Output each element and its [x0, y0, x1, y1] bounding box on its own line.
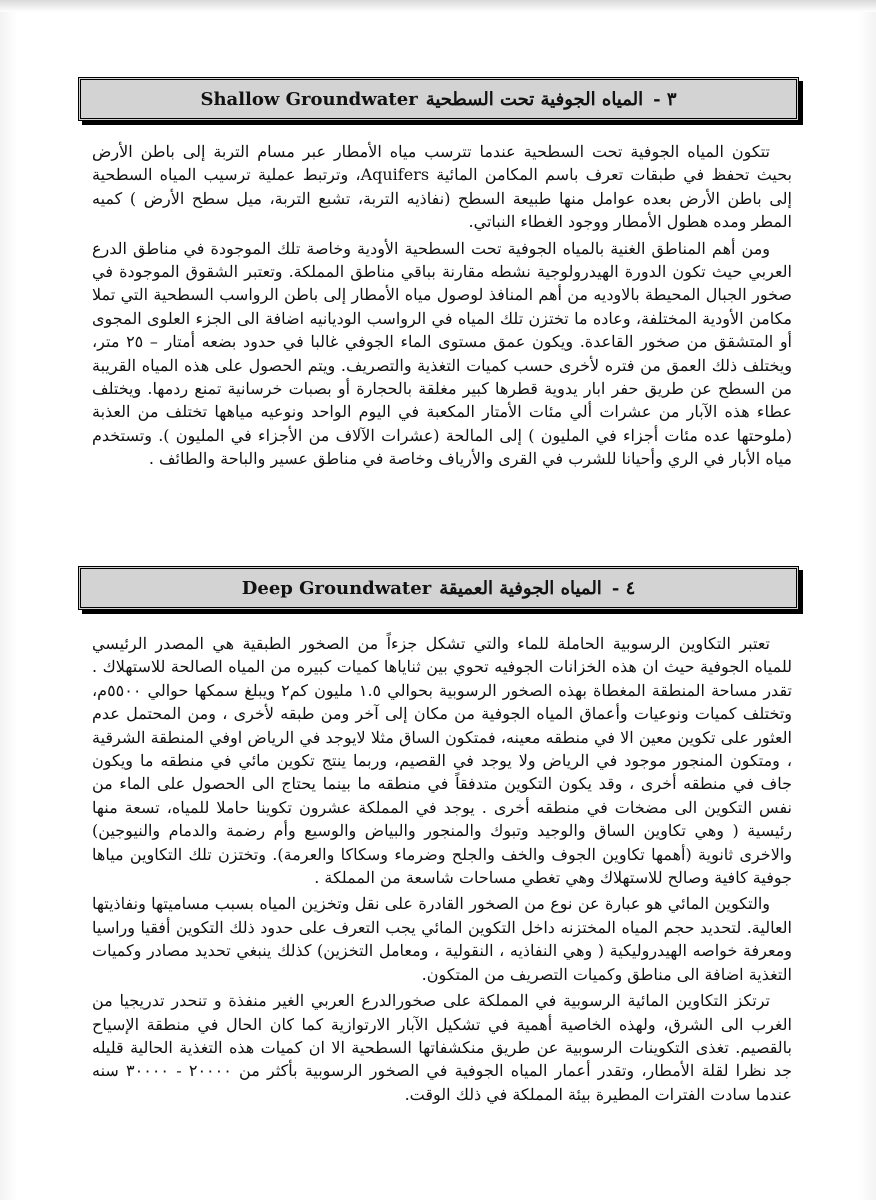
- paragraph: والتكوين المائي هو عبارة عن نوع من الصخور القادرة على نقل وتخزين المياه بسبب مساميتها ونفاذيتها العالية. لتحديد حجم المياه المختزنه داخل التكوين المائي يجب التعرف على حدود ذلك التكوين أفقيا وراسيا ومعرفة خواصه الهيدروليكية ( وهي النفاذيه ، النقولية ، ومعامل التخزين) كذلك ينبغي تحديد مصادر وكميات التغذية اضافة الى مناطق وكميات التصريف من المتكون.: [92, 894, 792, 984]
- section-title-arabic: المياه الجوفية تحت السطحية: [425, 88, 644, 110]
- section-number: ٣ -: [653, 88, 677, 110]
- section-body-deep: [92, 632, 792, 1109]
- section-body-shallow: [92, 140, 792, 474]
- section-title-arabic: المياه الجوفية العميقة: [439, 577, 602, 599]
- section-heading-shallow: [78, 77, 799, 121]
- section-title-english: Deep Groundwater: [241, 577, 432, 599]
- paragraph: تعتبر التكاوين الرسوبية الحاملة للماء والتي تشكل جزءاً من الصخور الطبقية هي المصدر الرئيسي للمياه الجوفية حيث ان هذه الخزانات الجوفيه تحوي بين ثناياها كميات كبيره من المياه الصالحة للاستهلاك . تقدر مساحة المنطقة المغطاة بهذه الصخور الرسوبية بحوالي ١.٥ مليون كم٢ ويبلغ سمكها حوالي ٥٥٠٠م، وتختلف كميات ونوعيات وأعماق المياه الجوفية من مكان إلى آخر ومن طبقه لأخرى ، ومن المحتمل عدم العثور على تكوين معين الا في منطقه معينه، فمتكون الساق مثلا لايوجد في الرياض اوفي المنطقة الشرقية ، ومتكون المنجور موجود في الرياض ولا يوجد في القصيم، وربما ينتج تكوين مائي في منطقه ما ويكون جاف في منطقه أخرى ، وقد يكون التكوين متدفقاً في منطقه ما بينما يحتاج الى الحصول على الماء من نفس التكوين الى مضخات في منطقه أخرى . يوجد في المملكة عشرون تكوينا حاملا للمياه، تسعة منها رئيسية ( وهي تكاوين الساق والوجيد وتبوك والمنجور والبياض والوسيع وأم رضمة والدمام والنيوجين) والاخرى ثانوية (أهمها تكاوين الجوف والخف والجلح وضرماء وسكاكا والعرمة). وتختزن تلك التكاوين مياها جوفية كافية وصالح للاستهلاك وهي تغطي مساحات شاسعة من المملكة .: [92, 634, 793, 888]
- section-heading-deep: [78, 566, 799, 610]
- paragraph: تتكون المياه الجوفية تحت السطحية عندما تترسب مياه الأمطار عبر مسام التربة إلى باطن الأرض بحيث تحفظ في طبقات تعرف باسم المكامن المائية Aquifers، وترتبط عملية ترسيب المياه السطحية إلى باطن الأرض بعده عوامل منها طبيعة السطح (نفاذيه التربة، تشبع التربة، ميل سطح الأرض ) كميه المطر ومده هطول الأمطار ووجود الغطاء النباتي.: [92, 142, 793, 232]
- section-number: ٤ -: [611, 577, 636, 599]
- paragraph: ومن أهم المناطق الغنية بالمياه الجوفية تحت السطحية الأودية وخاصة تلك الموجودة في مناطق الدرع العربي حيث تكون الدورة الهيدرولوجية نشطه مقارنة بباقي مناطق المملكة. وتعتبر الشقوق الموجودة في صخور الجبال المحيطة بالاوديه من أهم المنافذ لوصول مياه الأمطار إلى باطن الرواسب السطحية التي تملا مكامن الأودية المختلفة، وعاده ما تختزن تلك المياه في الرواسب الوديانيه اضافة الى الجزء العلوى المجوى أو المتشقق من صخور القاعدة. ويكون عمق مستوى الماء الجوفي غالبا في حدود بضعه أمتار – ٢٥ متر، ويختلف ذلك العمق من فتره لأخرى حسب كميات التغذية والتصريف. ويتم الحصول على هذه المياه القريبة من السطح عن طريق حفر ابار يدوية قطرها كبير مغلقة بالحجارة أو بصبات خرسانية تمنع ردمها. ويختلف عطاء هذه الآبار من عشرات ألي مئات الأمتار المكعبة في اليوم الواحد ونوعيه مياهها تختلف من العذبة (ملوحتها عده مئات أجزاء في المليون ) إلى المالحة (عشرات الآلاف من الأجزاء في المليون ). وتستخدم مياه الأبار في الري وأحيانا للشرب في القرى والأرياف وخاصة في مناطق عسير والباحة والطائف .: [92, 238, 793, 469]
- paragraph: ترتكز التكاوين المائية الرسوبية في المملكة على صخورالدرع العربي الغير منفذة و تنحدر تدريجيا من الغرب الى الشرق، ولهذه الخاصية أهمية في تشكيل الآبار الارتوازية كما كان الحال في منطقة الإسياح بالقصيم. تغذى التكوينات الرسوبية عن طريق منكشفاتها السطحية الا ان كميات هذه التغذية الحالية قليله جد نظرا لقلة الأمطار، وتقدر أعمار المياه الجوفية في الصخور الرسوبية بأكثر من ٢٠٠٠٠ - ٣٠٠٠٠ سنه عندما سادت الفترات المطيرة بيئة المملكة في ذلك الوقت.: [92, 991, 793, 1104]
- section-title-english: Shallow Groundwater: [200, 88, 418, 110]
- page-top-edge: [0, 0, 876, 12]
